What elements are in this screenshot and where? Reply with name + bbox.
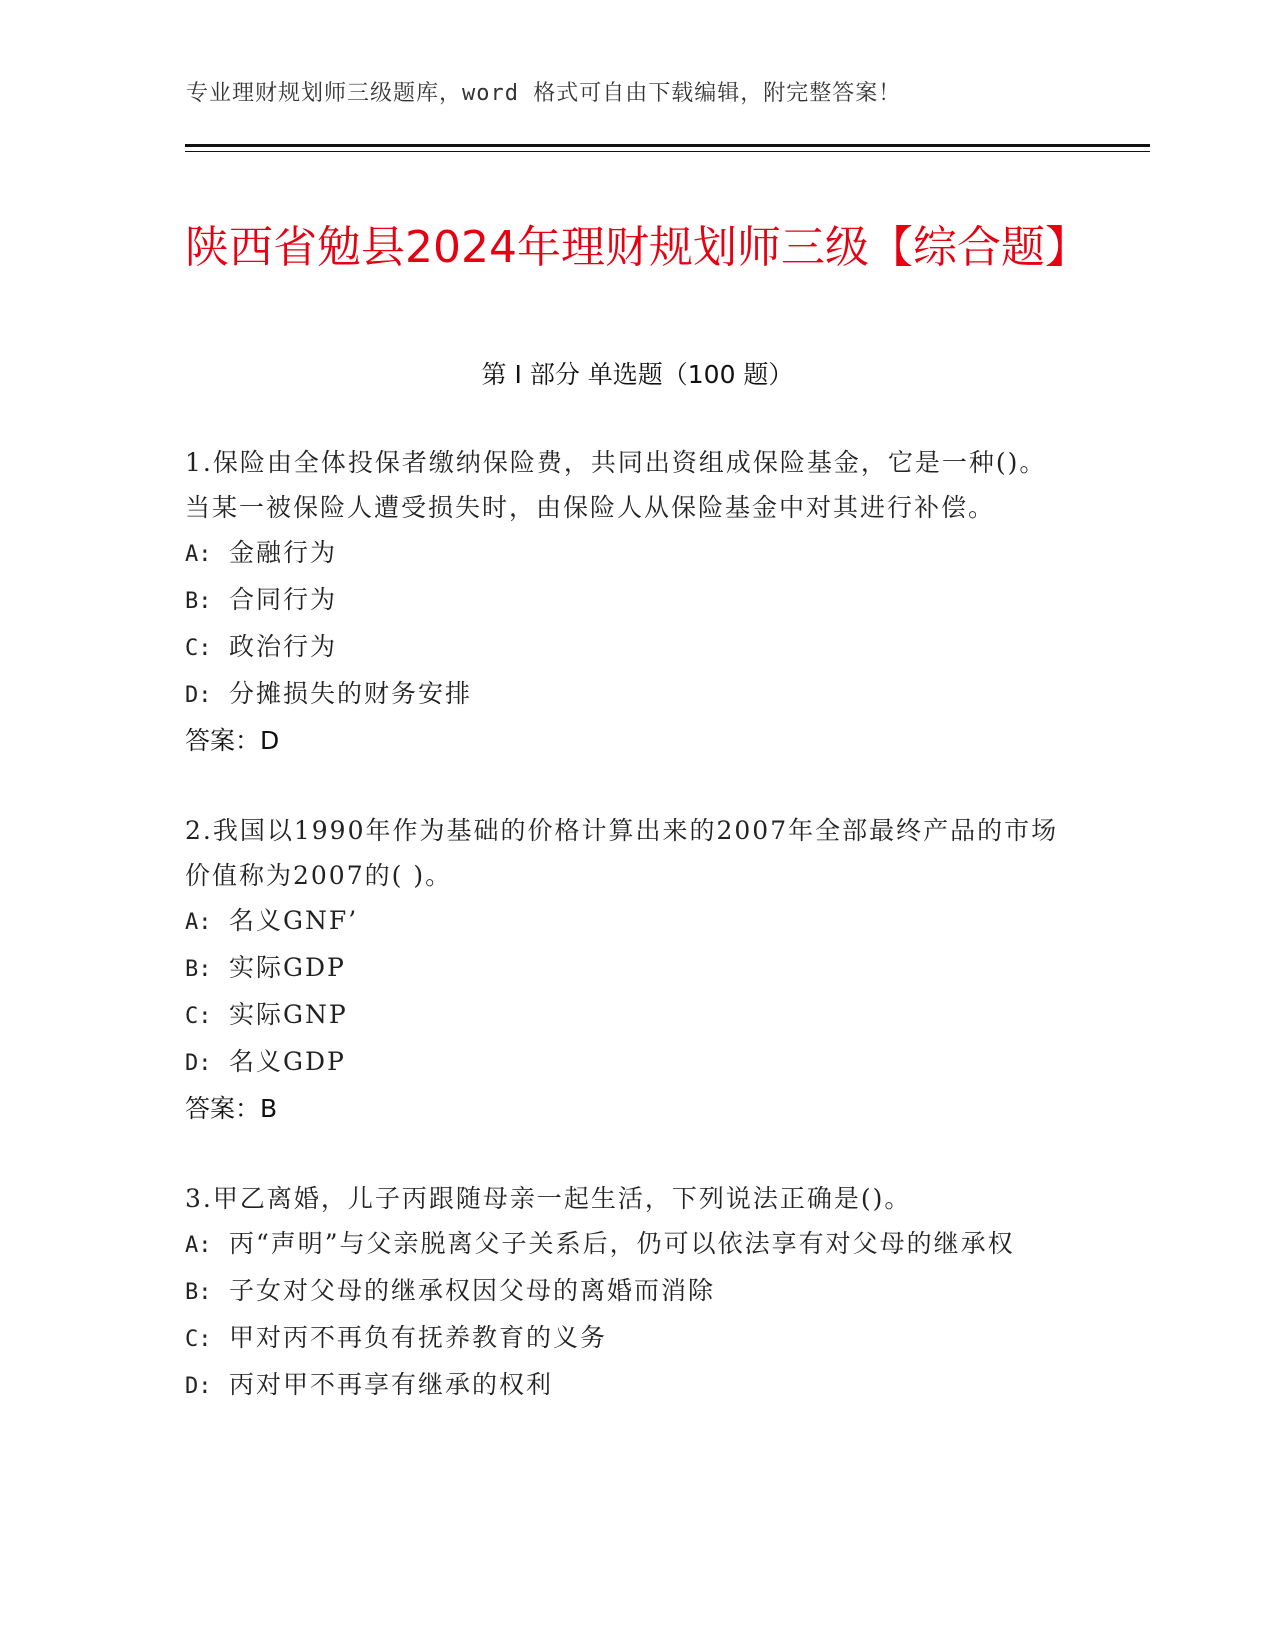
option-text: 甲对丙不再负有抚养教育的义务 xyxy=(229,1323,608,1352)
section-title: 第 I 部分 单选题（100 题） xyxy=(481,360,794,389)
question-stem: 2.我国以1990年作为基础的价格计算出来的2007年全部最终产品的市场价值称为2007的( )。 xyxy=(185,816,1059,890)
option-b xyxy=(185,577,1065,624)
option-text: 名义GDP xyxy=(229,1047,346,1076)
option-letter: A: xyxy=(185,910,212,935)
option-letter: A: xyxy=(185,1233,212,1258)
option-letter: D: xyxy=(185,1374,212,1399)
option-a xyxy=(185,1221,1065,1268)
question-spacer xyxy=(185,1131,1065,1176)
header-note: 专业理财规划师三级题库，word 格式可自由下载编辑，附完整答案！ xyxy=(186,81,902,106)
option-a xyxy=(185,898,1065,945)
option-text: 子女对父母的继承权因父母的离婚而消除 xyxy=(229,1276,716,1305)
option-b xyxy=(185,1268,1065,1315)
option-text: 合同行为 xyxy=(229,585,338,614)
question-3 xyxy=(185,1176,1065,1409)
answer: 答案：B xyxy=(185,1094,278,1123)
answer: 答案：D xyxy=(185,726,280,755)
option-text: 丙对甲不再享有继承的权利 xyxy=(229,1370,554,1399)
header-rule-thin xyxy=(185,151,1150,152)
option-a xyxy=(185,530,1065,577)
option-text: 分摊损失的财务安排 xyxy=(229,679,473,708)
option-letter: B: xyxy=(185,1280,212,1305)
option-b xyxy=(185,945,1065,992)
question-list xyxy=(185,440,1065,1409)
option-text: 实际GDP xyxy=(229,953,346,982)
question-stem: 3.甲乙离婚，儿子丙跟随母亲一起生活，下列说法正确是()。 xyxy=(185,1184,912,1213)
option-d xyxy=(185,1362,1065,1409)
option-letter: B: xyxy=(185,957,212,982)
option-text: 政治行为 xyxy=(229,632,338,661)
option-text: 金融行为 xyxy=(229,538,338,567)
option-letter: D: xyxy=(185,1051,212,1076)
question-1 xyxy=(185,440,1065,763)
option-letter: C: xyxy=(185,636,212,661)
option-letter: C: xyxy=(185,1327,212,1352)
option-c xyxy=(185,1315,1065,1362)
question-2 xyxy=(185,808,1065,1131)
option-letter: C: xyxy=(185,1004,212,1029)
option-d xyxy=(185,1039,1065,1086)
header-rule-thick xyxy=(185,144,1150,147)
question-stem: 1.保险由全体投保者缴纳保险费，共同出资组成保险基金，它是一种()。当某一被保险人遭受损失时，由保险人从保险基金中对其进行补偿。 xyxy=(185,448,1047,522)
option-d xyxy=(185,671,1065,718)
question-spacer xyxy=(185,763,1065,808)
option-letter: D: xyxy=(185,683,212,708)
option-c xyxy=(185,624,1065,671)
option-text: 名义GNF’ xyxy=(229,906,359,935)
option-letter: B: xyxy=(185,589,212,614)
document-title: 陕西省勉县2024年理财规划师三级【综合题】 xyxy=(185,222,1089,274)
option-text: 实际GNP xyxy=(229,1000,348,1029)
option-text: 丙“声明”与父亲脱离父子关系后，仍可以依法享有对父母的继承权 xyxy=(229,1229,1015,1258)
option-letter: A: xyxy=(185,542,212,567)
option-c xyxy=(185,992,1065,1039)
